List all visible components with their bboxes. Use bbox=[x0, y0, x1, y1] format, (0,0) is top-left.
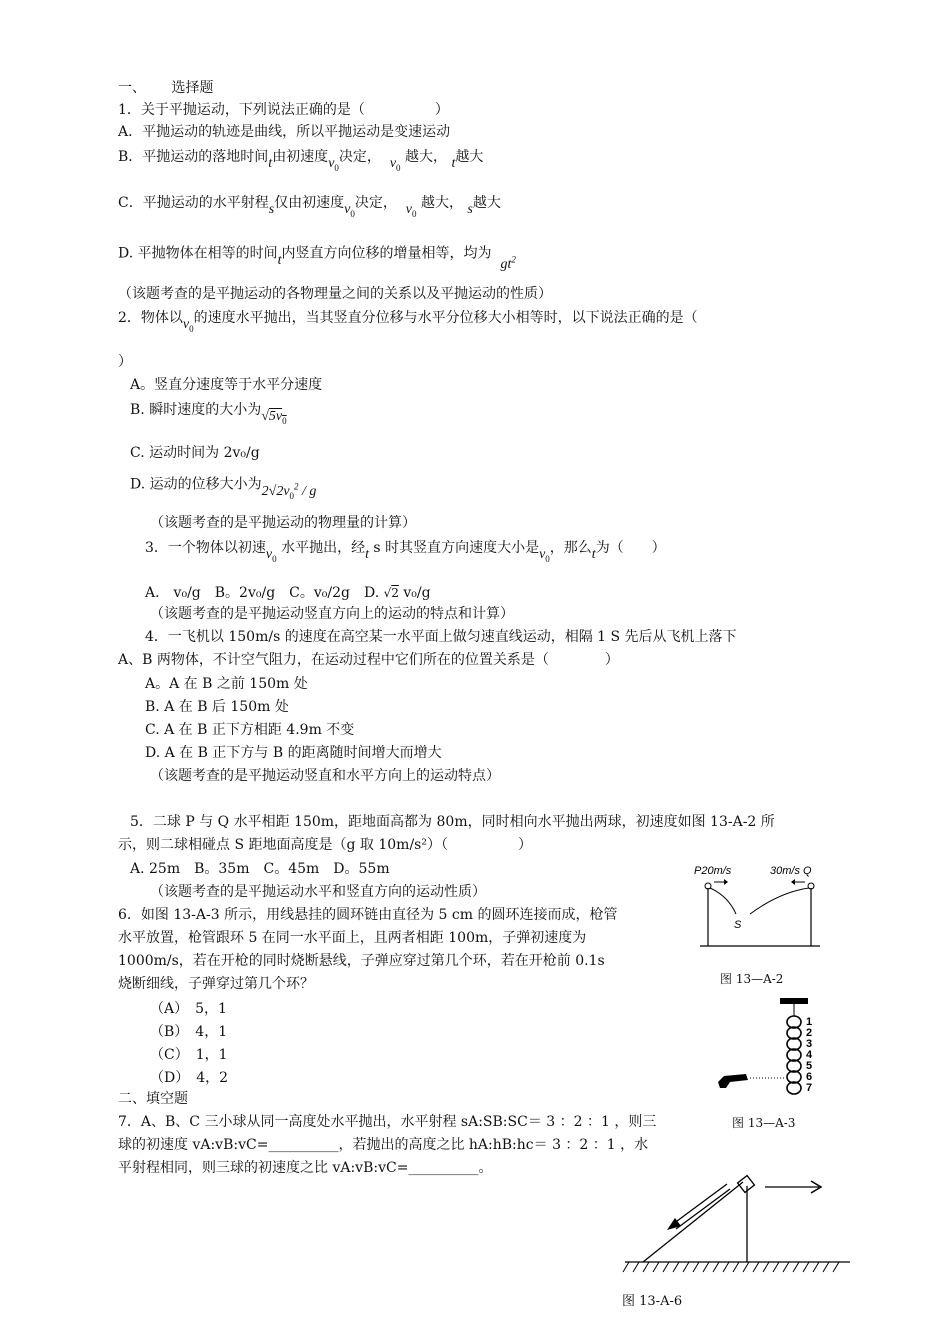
ring-label-6: 6 bbox=[806, 1071, 813, 1083]
q2-option-a: A。竖直分速度等于水平分速度 bbox=[130, 377, 323, 393]
q4-stem-2: A、B 两物体，不计空气阻力，在运动过程中它们所在的位置关系是（ ） bbox=[118, 652, 619, 668]
q2-stem: 2．物体以$v_0$的速度水平抛出，当其竖直分位移与水平分位移大小相等时，以下说法正确的是（ bbox=[118, 310, 698, 334]
ring-label-2: 2 bbox=[806, 1027, 813, 1039]
right-arrow-icon bbox=[765, 1181, 821, 1193]
figure-13-a-2-caption: 图 13—A-2 bbox=[720, 972, 784, 986]
q6-line-1: 6．如图 13-A-3 所示，用线悬挂的圆环链由直径为 5 cm 的圆环连接而成，枪管 bbox=[118, 907, 618, 923]
ring-label-7: 7 bbox=[806, 1082, 813, 1094]
q6-option-a: （A） 5，1 bbox=[150, 1001, 227, 1017]
figure-13-a-2-s-label: S bbox=[734, 919, 742, 931]
figure-13-a-6-caption: 图 13-A-6 bbox=[622, 1294, 683, 1309]
q7-line-3: 平射程相同，则三球的初速度之比 vA:vB:vC=__________。 bbox=[118, 1160, 493, 1176]
ring-chain bbox=[787, 1016, 801, 1094]
q1-option-d: D. 平抛物体在相等的时间t内竖直方向位移的增量相等，均为 $gt^2$ bbox=[118, 245, 516, 272]
q7-line-2: 球的初速度 vA:vB:vC=__________，若抛出的高度之比 hA:hB:hc＝ 3 ：2 ：1 ，水 bbox=[118, 1137, 649, 1153]
q1-stem: 1．关于平抛运动，下列说法正确的是（ ） bbox=[118, 102, 449, 118]
q1-option-c: C．平抛运动的水平射程s仅由初速度$v_0$决定， $v_0$ 越大， s越大 bbox=[118, 195, 501, 219]
figure-13-a-6 bbox=[615, 1170, 855, 1282]
q7-line-1: 7．A、B、C 三小球从同一高度处水平抛出，水平射程 sA:SB:SC＝ 3 ：2 ：1 ，则三 bbox=[118, 1114, 657, 1130]
q3-stem: 3．一个物体以初速$v_0$ 水平抛出，经t s 时其竖直方向速度大小是$v_0$，那么t为（ ） bbox=[145, 540, 666, 564]
q4-option-a: A。A 在 B 之前 150m 处 bbox=[145, 676, 308, 692]
q6-line-3: 1000m/s，若在开枪的同时烧断悬线，子弹应穿过第几个环，若在开枪前 0.1s bbox=[118, 953, 605, 969]
q1-option-b: B．平抛运动的落地时间t由初速度$v_0$决定， $v_0$ 越大， t越大 bbox=[118, 149, 484, 173]
slide-down-arrow-icon bbox=[667, 1184, 730, 1230]
q3-note: （该题考查的是平抛运动竖直方向上的运动的特点和计算） bbox=[150, 606, 514, 622]
q6-line-2: 水平放置，枪管跟环 5 在同一水平面上，且两者相距 100m，子弹初速度为 bbox=[118, 930, 587, 946]
ring-label-1: 1 bbox=[806, 1016, 813, 1028]
q2-note: （该题考查的是平抛运动的物理量的计算） bbox=[150, 515, 416, 531]
q5-note: （该题考查的是平抛运动水平和竖直方向的运动性质） bbox=[150, 884, 486, 900]
figure-13-a-3 bbox=[712, 998, 822, 1110]
q1-note: （该题考查的是平抛运动的各物理量之间的关系以及平抛运动的性质） bbox=[118, 286, 552, 302]
gun-icon bbox=[718, 1074, 748, 1088]
section-title-choice: 一、 选择题 bbox=[118, 80, 214, 96]
q2-option-d: D. 运动的位移大小为$2√2v_0^2$ / g bbox=[130, 476, 317, 501]
figure-13-a-2-q-label: 30m/s Q bbox=[770, 865, 812, 877]
q4-option-b: B. A 在 B 后 150m 处 bbox=[145, 699, 289, 715]
q6-option-c: （C） 1，1 bbox=[150, 1047, 228, 1063]
q6-option-b: （B） 4，1 bbox=[150, 1024, 228, 1040]
section-title-fill: 二、填空题 bbox=[118, 1091, 188, 1107]
q5-stem-2: 示，则二球相碰点 S 距地面高度是（g 取 10m/s²）（ ） bbox=[118, 837, 532, 853]
q6-option-d: （D） 4，2 bbox=[150, 1070, 229, 1086]
q3-options: A． v₀/g B。2v₀/g C。v₀/2g D. √2 v₀/g bbox=[145, 585, 431, 601]
q4-option-c: C. A 在 B 正下方相距 4.9m 不变 bbox=[145, 722, 355, 738]
ring-label-4: 4 bbox=[806, 1049, 813, 1061]
q4-stem-1: 4．一飞机以 150m/s 的速度在高空某一水平面上做匀速直线运动，相隔 1 S 先后从飞机上落下 bbox=[145, 629, 737, 645]
q2-stem-end: ） bbox=[118, 354, 132, 370]
q5-options: A. 25m B。35m C。45m D。55m bbox=[130, 861, 390, 877]
q5-stem-1: 5．二球 P 与 Q 水平相距 150m，距地面高都为 80m，同时相向水平抛出两球，初速度如图 13-A-2 所 bbox=[130, 814, 775, 830]
figure-13-a-2 bbox=[690, 858, 830, 958]
q4-option-d: D. A 在 B 正下方与 B 的距离随时间增大而增大 bbox=[145, 745, 442, 761]
q6-line-4: 烧断细线，子弹穿过第几个环？ bbox=[118, 976, 314, 992]
figure-13-a-2-p-label: P20m/s bbox=[694, 865, 732, 877]
ring-label-3: 3 bbox=[806, 1038, 813, 1050]
q1-option-a: A．平抛运动的轨迹是曲线，所以平抛运动是变速运动 bbox=[118, 124, 451, 140]
ring-label-5: 5 bbox=[806, 1060, 813, 1072]
q4-note: （该题考查的是平抛运动竖直和水平方向上的运动特点） bbox=[150, 768, 500, 784]
q2-option-c: C. 运动时间为 2v₀/g bbox=[130, 445, 260, 461]
figure-13-a-3-caption: 图 13—A-3 bbox=[732, 1116, 796, 1130]
q2-option-b: B. 瞬时速度的大小为$√5v_0$ bbox=[130, 402, 287, 426]
